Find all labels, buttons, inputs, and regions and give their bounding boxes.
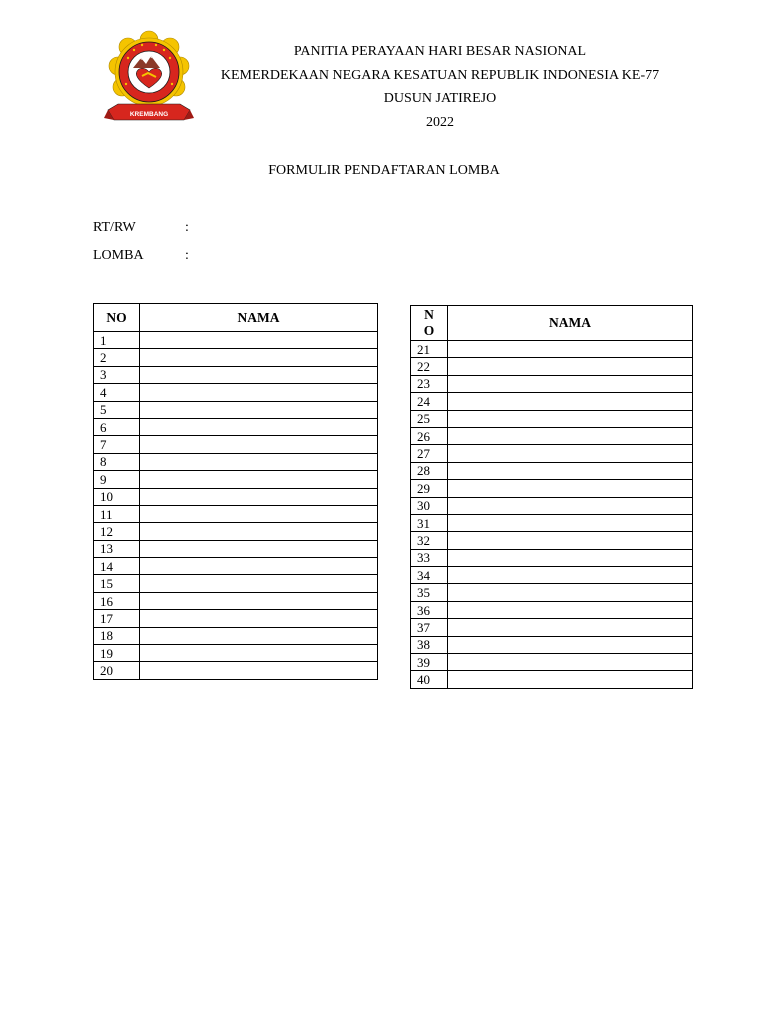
header-line-3: DUSUN JATIREJO [383,91,497,106]
name-cell[interactable] [448,654,693,671]
registration-table-right [410,305,693,689]
header-line-1: PANITIA PERAYAAN HARI BESAR NASIONAL [293,44,587,59]
name-cell[interactable] [140,505,378,522]
left-table-body [94,332,378,680]
row-number: 34 [411,567,448,584]
table-row [94,418,378,435]
row-number: 26 [411,427,448,444]
field-rt-rw-label: RT/RW [93,220,136,235]
name-cell[interactable] [448,358,693,375]
row-number: 20 [94,662,140,679]
row-number: 22 [411,358,448,375]
name-cell[interactable] [140,366,378,383]
row-number: 6 [94,418,140,435]
right-col-no-header: NO [411,306,448,341]
name-cell[interactable] [448,497,693,514]
right-table-body [411,341,693,689]
row-number: 33 [411,549,448,566]
row-number: 12 [94,523,140,540]
logo-ribbon-text: KREMBANG [129,111,169,118]
field-lomba-label: LOMBA [93,248,144,263]
field-lomba-separator: : [185,248,189,263]
name-cell[interactable] [140,436,378,453]
row-number: 29 [411,480,448,497]
name-cell[interactable] [140,540,378,557]
table-row [94,471,378,488]
table-row [411,375,693,392]
row-number: 15 [94,575,140,592]
row-number: 13 [94,540,140,557]
name-cell[interactable] [140,453,378,470]
letter-header [190,40,690,134]
name-cell[interactable] [448,567,693,584]
table-row [94,523,378,540]
row-number: 1 [94,332,140,349]
row-number: 40 [411,671,448,688]
name-cell[interactable] [140,627,378,644]
table-row [411,567,693,584]
name-cell[interactable] [448,393,693,410]
row-number: 21 [411,341,448,358]
name-cell[interactable] [448,410,693,427]
name-cell[interactable] [448,341,693,358]
table-row [94,505,378,522]
row-number: 30 [411,497,448,514]
table-row [411,427,693,444]
left-col-no-header: NO [94,304,140,332]
table-row [94,540,378,557]
table-row [411,480,693,497]
row-number: 18 [94,627,140,644]
table-row [411,514,693,531]
row-number: 3 [94,366,140,383]
table-row [94,349,378,366]
name-cell[interactable] [448,601,693,618]
logo-emblem-icon [104,28,194,130]
name-cell[interactable] [140,384,378,401]
table-row [94,610,378,627]
right-col-name-header: NAMA [448,306,693,341]
name-cell[interactable] [140,471,378,488]
row-number: 38 [411,636,448,653]
table-row [411,671,693,688]
name-cell[interactable] [140,610,378,627]
name-cell[interactable] [140,418,378,435]
table-row [94,558,378,575]
left-col-name-header: NAMA [140,304,378,332]
name-cell[interactable] [140,558,378,575]
field-rt-rw [93,220,189,236]
table-row [94,592,378,609]
table-row [94,401,378,418]
row-number: 23 [411,375,448,392]
table-row [411,445,693,462]
name-cell[interactable] [448,671,693,688]
row-number: 4 [94,384,140,401]
row-number: 9 [94,471,140,488]
table-row [94,332,378,349]
table-row [94,366,378,383]
name-cell[interactable] [140,488,378,505]
table-row [94,436,378,453]
table-row [411,532,693,549]
table-row [94,575,378,592]
name-cell[interactable] [448,549,693,566]
row-number: 16 [94,592,140,609]
header-line-2: KEMERDEKAAN NEGARA KESATUAN REPUBLIK INDONESIA KE-77 [220,67,660,83]
name-cell[interactable] [448,427,693,444]
row-number: 10 [94,488,140,505]
name-cell[interactable] [140,401,378,418]
name-cell[interactable] [448,462,693,479]
row-number: 17 [94,610,140,627]
table-row [94,645,378,662]
name-cell[interactable] [140,349,378,366]
table-row [94,384,378,401]
table-row [411,497,693,514]
row-number: 32 [411,532,448,549]
row-number: 14 [94,558,140,575]
table-row [411,619,693,636]
table-row [411,393,693,410]
table-row [94,453,378,470]
row-number: 11 [94,505,140,522]
name-cell[interactable] [448,619,693,636]
table-row [411,462,693,479]
table-row [411,549,693,566]
row-number: 37 [411,619,448,636]
row-number: 31 [411,514,448,531]
table-row [94,662,378,679]
row-number: 35 [411,584,448,601]
name-cell[interactable] [140,523,378,540]
table-row [411,601,693,618]
row-number: 19 [94,645,140,662]
row-number: 7 [94,436,140,453]
row-number: 36 [411,601,448,618]
registration-table-left [93,303,378,680]
name-cell[interactable] [448,514,693,531]
name-cell[interactable] [448,532,693,549]
table-row [411,358,693,375]
header-line-4: 2022 [426,114,454,130]
table-row [94,488,378,505]
name-cell[interactable] [140,645,378,662]
table-row [411,636,693,653]
name-cell[interactable] [448,375,693,392]
name-cell[interactable] [140,332,378,349]
table-row [411,341,693,358]
name-cell[interactable] [140,575,378,592]
organization-logo [104,28,194,130]
table-row [411,584,693,601]
field-rt-rw-separator: : [185,220,189,235]
name-cell[interactable] [140,592,378,609]
row-number: 25 [411,410,448,427]
row-number: 28 [411,462,448,479]
row-number: 8 [94,453,140,470]
row-number: 27 [411,445,448,462]
name-cell[interactable] [448,445,693,462]
field-lomba [93,248,189,264]
table-row [411,410,693,427]
table-row [411,654,693,671]
table-row [94,627,378,644]
form-title: FORMULIR PENDAFTARAN LOMBA [268,163,500,178]
name-cell[interactable] [448,636,693,653]
row-number: 24 [411,393,448,410]
name-cell[interactable] [448,584,693,601]
name-cell[interactable] [140,662,378,679]
name-cell[interactable] [448,480,693,497]
row-number: 2 [94,349,140,366]
row-number: 5 [94,401,140,418]
row-number: 39 [411,654,448,671]
